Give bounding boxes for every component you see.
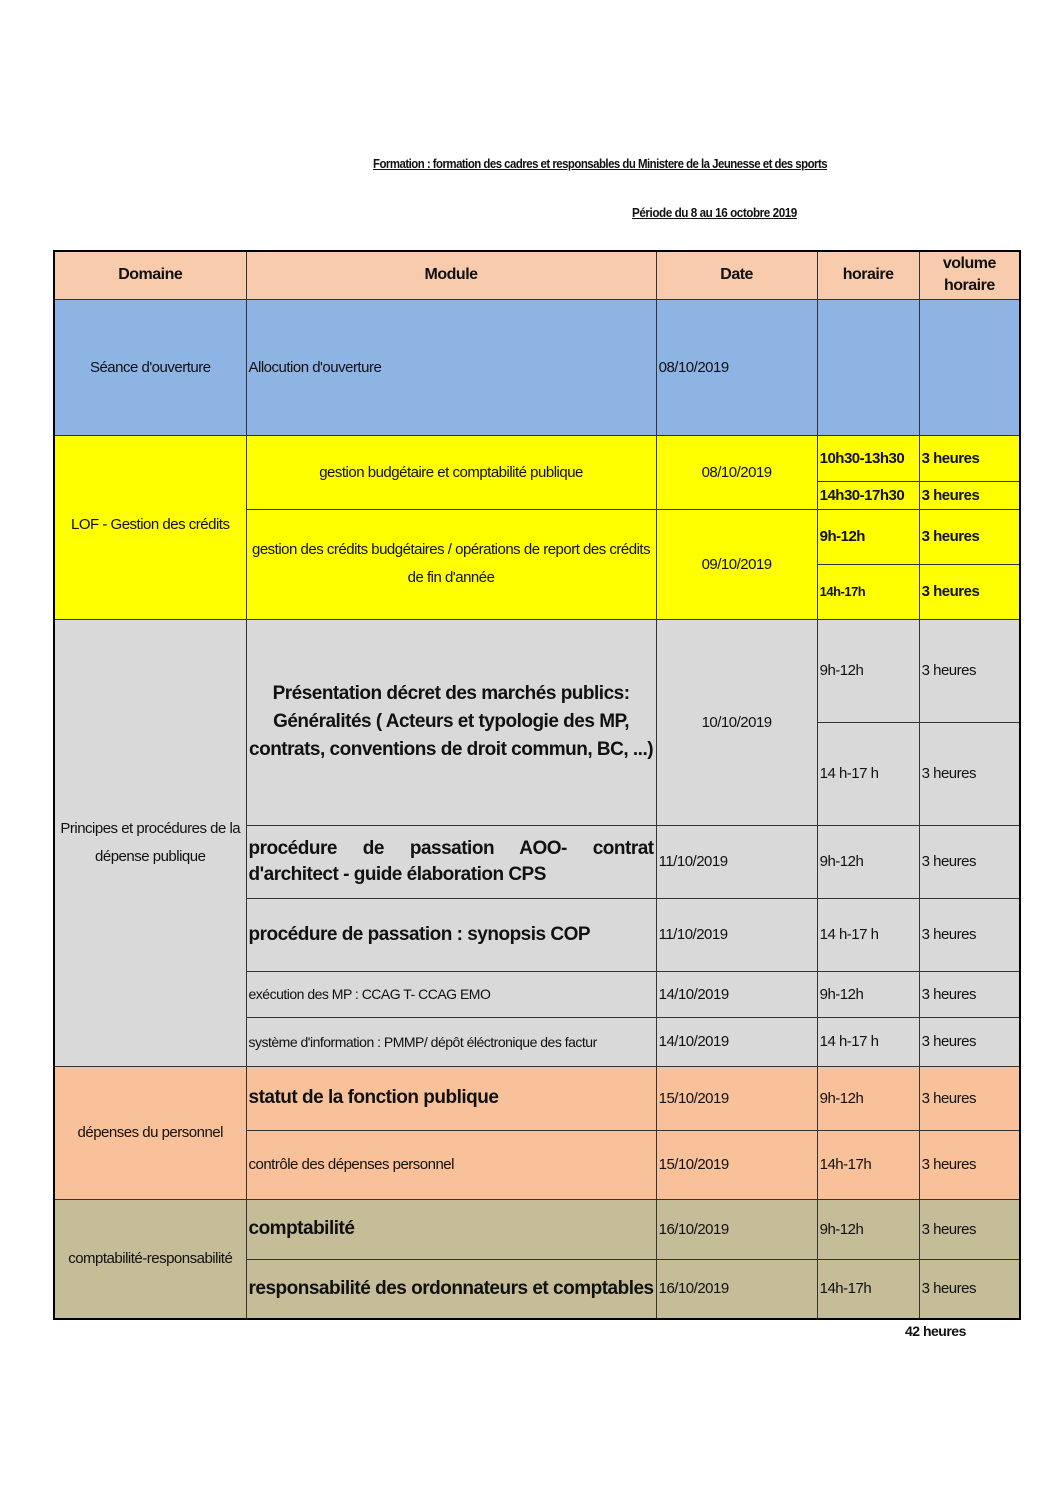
date-cell: 15/10/2019: [656, 1130, 817, 1199]
horaire-cell: [817, 299, 919, 435]
module-cell: contrôle des dépenses personnel: [246, 1130, 656, 1199]
date-cell: 11/10/2019: [656, 898, 817, 971]
module-cell: responsabilité des ordonnateurs et comptables: [246, 1259, 656, 1319]
col-header-module: Module: [246, 251, 656, 299]
table-row: [54, 299, 1020, 435]
date-cell: 15/10/2019: [656, 1066, 817, 1130]
volume-cell: [919, 299, 1020, 435]
date-cell: 16/10/2019: [656, 1259, 817, 1319]
horaire-cell: 9h-12h: [817, 1199, 919, 1259]
volume-cell: 3 heures: [919, 825, 1020, 898]
table-row: [54, 435, 1020, 481]
date-cell: 10/10/2019: [656, 619, 817, 825]
domain-cell: comptabilité-responsabilité: [54, 1199, 246, 1319]
module-cell: procédure de passation AOO- contrat d'architect - guide élaboration CPS: [246, 825, 656, 898]
module-cell: statut de la fonction publique: [246, 1066, 656, 1130]
volume-cell: 3 heures: [919, 435, 1020, 481]
horaire-cell: 14h-17h: [817, 564, 919, 619]
module-cell: exécution des MP : CCAG T- CCAG EMO: [246, 971, 656, 1017]
horaire-cell: 14 h-17 h: [817, 898, 919, 971]
volume-cell: 3 heures: [919, 1199, 1020, 1259]
volume-cell: 3 heures: [919, 1066, 1020, 1130]
date-cell: 11/10/2019: [656, 825, 817, 898]
table-row: [54, 1199, 1020, 1259]
horaire-cell: 14h30-17h30: [817, 481, 919, 509]
module-cell: comptabilité: [246, 1199, 656, 1259]
period-label: Période du 8 au 16 octobre 2019: [632, 205, 797, 220]
horaire-cell: 9h-12h: [817, 619, 919, 722]
date-cell: 08/10/2019: [656, 435, 817, 509]
horaire-cell: 14 h-17 h: [817, 722, 919, 825]
volume-cell: 3 heures: [919, 898, 1020, 971]
volume-cell: 3 heures: [919, 1259, 1020, 1319]
volume-cell: 3 heures: [919, 564, 1020, 619]
module-cell: système d'information : PMMP/ dépôt éléctronique des factur: [246, 1017, 656, 1066]
domain-cell: Séance d'ouverture: [54, 299, 246, 435]
date-cell: 14/10/2019: [656, 1017, 817, 1066]
domain-cell: dépenses du personnel: [54, 1066, 246, 1199]
volume-cell: 3 heures: [919, 619, 1020, 722]
volume-cell: 3 heures: [919, 1017, 1020, 1066]
col-header-horaire: horaire: [817, 251, 919, 299]
module-cell: Allocution d'ouverture: [246, 299, 656, 435]
total-hours: 42 heures: [905, 1323, 966, 1339]
volume-cell: 3 heures: [919, 1130, 1020, 1199]
module-cell: procédure de passation : synopsis COP: [246, 898, 656, 971]
date-cell: 09/10/2019: [656, 509, 817, 619]
volume-cell: 3 heures: [919, 509, 1020, 564]
table-row: [54, 1066, 1020, 1130]
horaire-cell: 14h-17h: [817, 1259, 919, 1319]
volume-cell: 3 heures: [919, 722, 1020, 825]
date-cell: 08/10/2019: [656, 299, 817, 435]
module-cell: Présentation décret des marchés publics: Généralités ( Acteurs et typologie des MP, contrats, conventions de droit commun, BC, ...): [246, 619, 656, 825]
module-cell: gestion budgétaire et comptabilité publique: [246, 435, 656, 509]
volume-cell: 3 heures: [919, 481, 1020, 509]
table-row: [54, 619, 1020, 722]
domain-cell: LOF - Gestion des crédits: [54, 435, 246, 619]
document-title: Formation : formation des cadres et responsables du Ministere de la Jeunesse et des sports: [373, 156, 828, 171]
horaire-cell: 10h30-13h30: [817, 435, 919, 481]
module-cell: gestion des crédits budgétaires / opérations de report des crédits de fin d'année: [246, 509, 656, 619]
date-cell: 16/10/2019: [656, 1199, 817, 1259]
schedule-table: [53, 250, 1021, 1320]
horaire-cell: 14h-17h: [817, 1130, 919, 1199]
col-header-volume: volume horaire: [919, 251, 1020, 299]
col-header-date: Date: [656, 251, 817, 299]
horaire-cell: 9h-12h: [817, 1066, 919, 1130]
header-row: [54, 251, 1020, 299]
horaire-cell: 9h-12h: [817, 825, 919, 898]
domain-cell: Principes et procédures de la dépense publique: [54, 619, 246, 1066]
volume-cell: 3 heures: [919, 971, 1020, 1017]
horaire-cell: 9h-12h: [817, 971, 919, 1017]
col-header-domaine: Domaine: [54, 251, 246, 299]
horaire-cell: 9h-12h: [817, 509, 919, 564]
horaire-cell: 14 h-17 h: [817, 1017, 919, 1066]
date-cell: 14/10/2019: [656, 971, 817, 1017]
